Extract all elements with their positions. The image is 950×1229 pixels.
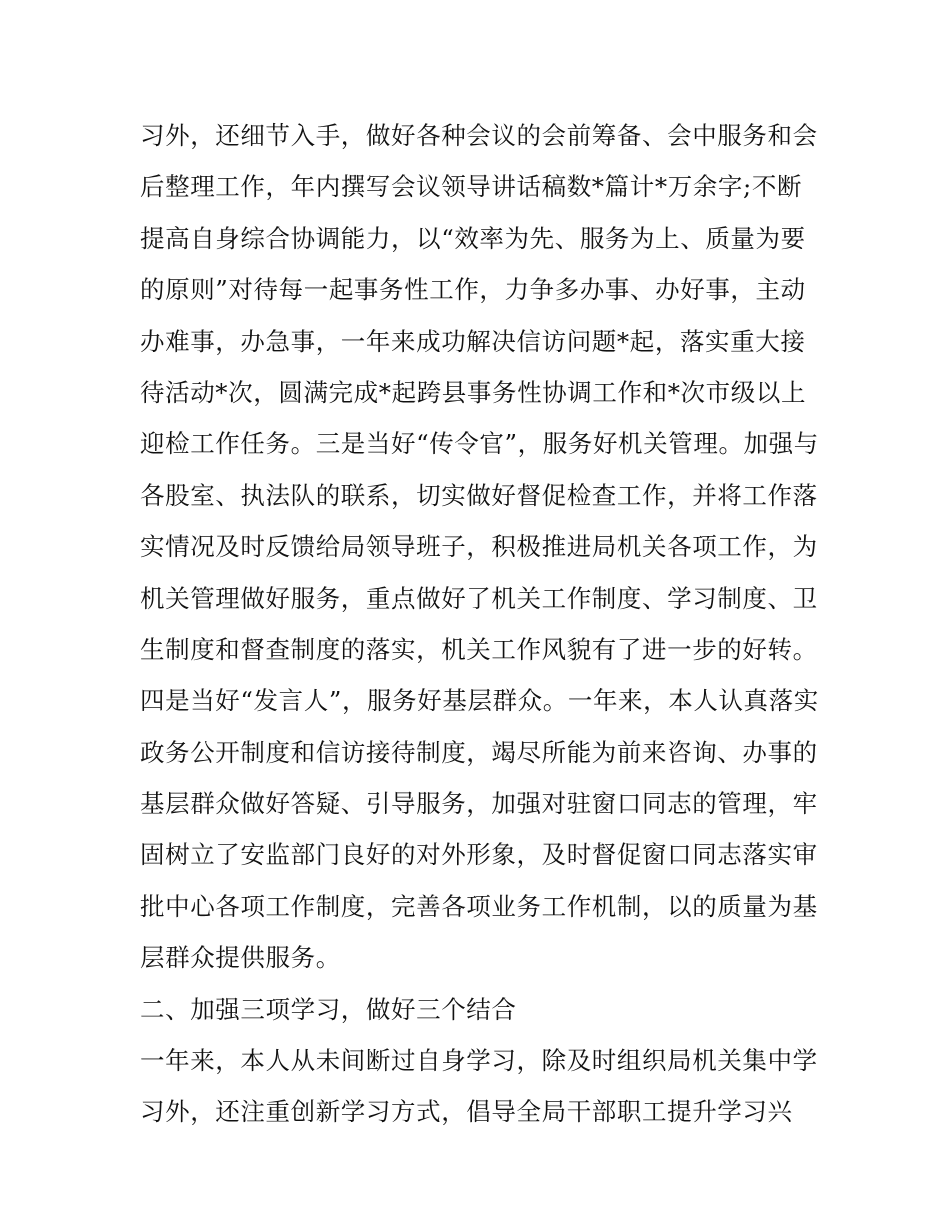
text-line: 后整理工作，年内撰写会议领导讲话稿数*篇计*万余字;不断 <box>140 172 803 202</box>
text-line: 生制度和督查制度的落实，机关工作风貌有了进一步的好转。 <box>140 634 818 664</box>
text-line: 的原则”对待每一起事务性工作，力争多办事、办好事，主动 <box>140 275 806 305</box>
text-line: 习外，还注重创新学习方式，倡导全局干部职工提升学习兴 <box>140 1097 793 1127</box>
text-line: 固树立了安监部门良好的对外形象，及时督促窗口同志落实审 <box>140 840 818 870</box>
section-heading: 二、加强三项学习，做好三个结合 <box>140 994 517 1024</box>
text-line: 基层群众做好答疑、引导服务，加强对驻窗口同志的管理，牢 <box>140 789 818 819</box>
text-line: 提高自身综合协调能力，以“效率为先、服务为上、质量为要 <box>140 223 806 253</box>
text-line: 批中心各项工作制度，完善各项业务工作机制，以的质量为基 <box>140 891 818 921</box>
text-line: 层群众提供服务。 <box>140 943 341 973</box>
text-line: 迎检工作任务。三是当好“传令官”，服务好机关管理。加强与 <box>140 429 819 459</box>
text-line: 政务公开制度和信访接待制度，竭尽所能为前来咨询、办事的 <box>140 737 818 767</box>
text-line: 习外，还细节入手，做好各种会议的会前筹备、会中服务和会 <box>140 121 818 150</box>
text-line: 四是当好“发言人”，服务好基层群众。一年来，本人认真落实 <box>140 686 819 716</box>
text-line: 各股室、执法队的联系，切实做好督促检查工作，并将工作落 <box>140 480 818 510</box>
text-line: 待活动*次，圆满完成*起跨县事务性协调工作和*次市级以上 <box>140 377 807 407</box>
text-line: 办难事，办急事，一年来成功解决信访问题*起，落实重大接 <box>140 326 806 356</box>
text-line: 一年来，本人从未间断过自身学习，除及时组织局机关集中学 <box>140 1046 818 1076</box>
text-line: 机关管理做好服务，重点做好了机关工作制度、学习制度、卫 <box>140 583 818 613</box>
body-text <box>140 110 820 1138</box>
text-line: 实情况及时反馈给局领导班子，积极推进局机关各项工作，为 <box>140 532 818 562</box>
